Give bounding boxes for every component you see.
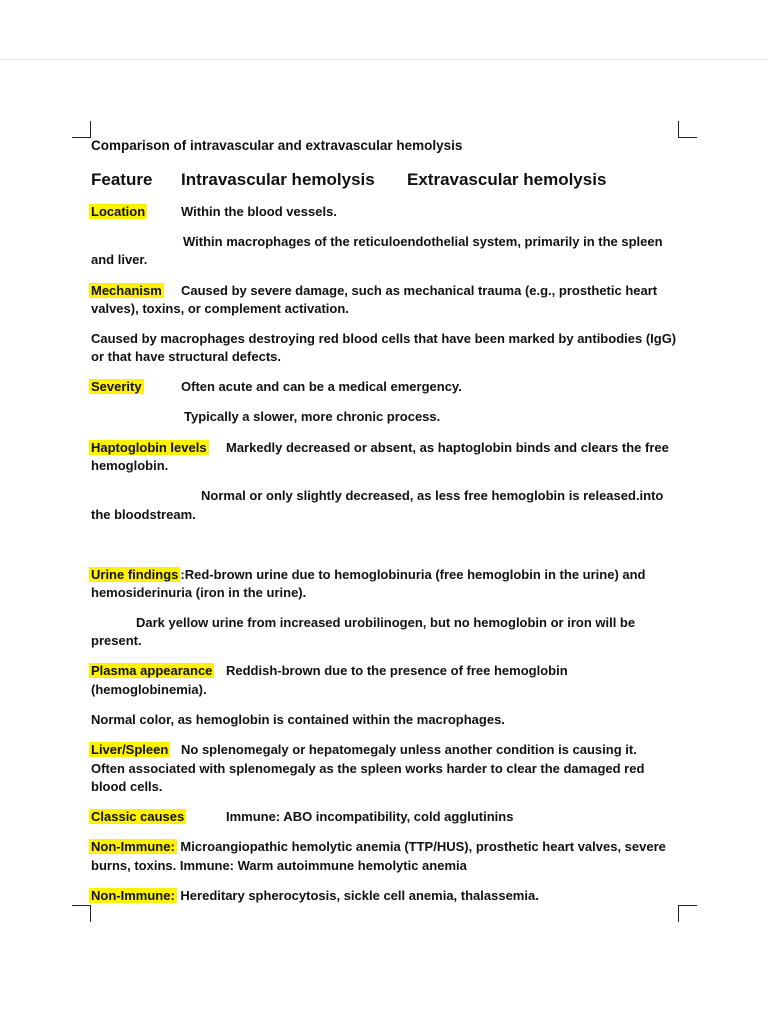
header-intravascular: Intravascular hemolysis — [181, 170, 375, 189]
mechanism-extra-line2: or that have structural defects. — [91, 349, 281, 364]
nonimmune1-line1: Microangiopathic hemolytic anemia (TTP/HUS), prosthetic heart valves, severe — [180, 839, 666, 854]
crop-mark-bottom-right-v — [678, 905, 679, 922]
liver-label: Liver/Spleen — [91, 742, 169, 757]
document-title: Comparison of intravascular and extravascular hemolysis — [91, 138, 463, 153]
nonimmune1-label: Non-Immune: — [91, 839, 175, 854]
row-location — [89, 203, 147, 221]
mechanism-intra-line2: valves), toxins, or complement activation. — [91, 301, 349, 316]
row-liver-spleen — [89, 741, 170, 759]
row-mechanism — [89, 282, 164, 300]
crop-mark-top-left-v — [90, 121, 91, 138]
haptoglobin-extra-line2: the bloodstream. — [91, 507, 196, 522]
location-label: Location — [91, 204, 146, 219]
severity-extra: Typically a slower, more chronic process. — [184, 409, 441, 424]
haptoglobin-label: Haptoglobin levels — [91, 440, 207, 455]
plasma-intra-line1: Reddish-brown due to the presence of free hemoglobin — [226, 663, 568, 678]
severity-intra: Often acute and can be a medical emergency. — [181, 379, 462, 394]
row-haptoglobin — [89, 439, 209, 457]
liver-intra: No splenomegaly or hepatomegaly unless another condition is causing it. — [181, 742, 637, 757]
row-nonimmune-1 — [89, 838, 666, 856]
haptoglobin-extra-line1: Normal or only slightly decreased, as less free hemoglobin is released.into — [201, 488, 664, 503]
plasma-label: Plasma appearance — [91, 663, 213, 678]
severity-label: Severity — [91, 379, 142, 394]
row-urine — [89, 566, 646, 584]
crop-mark-bottom-right-h — [678, 905, 697, 906]
header-extravascular: Extravascular hemolysis — [407, 170, 607, 189]
plasma-intra-line2: (hemoglobinemia). — [91, 682, 207, 697]
header-feature: Feature — [91, 170, 153, 189]
plasma-extra: Normal color, as hemoglobin is contained within the macrophages. — [91, 712, 505, 727]
nonimmune2-text: Hereditary spherocytosis, sickle cell anemia, thalassemia. — [180, 888, 539, 903]
crop-mark-bottom-left-h — [72, 905, 91, 906]
crop-mark-top-left-h — [72, 137, 91, 138]
nonimmune1-line2: burns, toxins. Immune: Warm autoimmune hemolytic anemia — [91, 858, 467, 873]
mechanism-label: Mechanism — [91, 283, 162, 298]
nonimmune2-label: Non-Immune: — [91, 888, 175, 903]
mechanism-extra-line1: Caused by macrophages destroying red blood cells that have been marked by antibodies (IgG) — [91, 331, 677, 346]
urine-label: Urine findings — [91, 567, 179, 582]
liver-extra-line1: Often associated with splenomegaly as the spleen works harder to clear the damaged red — [91, 761, 645, 776]
haptoglobin-intra-line2: hemoglobin. — [91, 458, 169, 473]
urine-intra-line2: hemosiderinuria (iron in the urine). — [91, 585, 307, 600]
haptoglobin-intra-line1: Markedly decreased or absent, as haptoglobin binds and clears the free — [226, 440, 669, 455]
crop-mark-top-right-v — [678, 121, 679, 138]
liver-extra-line2: blood cells. — [91, 779, 163, 794]
causes-immune-intra: Immune: ABO incompatibility, cold agglutinins — [226, 809, 514, 824]
row-nonimmune-2 — [89, 887, 539, 905]
location-extra-line1: Within macrophages of the reticuloendothelial system, primarily in the spleen — [183, 234, 663, 249]
mechanism-intra-line1: Caused by severe damage, such as mechanical trauma (e.g., prosthetic heart — [181, 283, 658, 298]
urine-intra-line1: :Red-brown urine due to hemoglobinuria (free hemoglobin in the urine) and — [180, 567, 646, 582]
urine-extra-line2: present. — [91, 633, 142, 648]
row-classic-causes — [89, 808, 186, 826]
urine-extra-line1: Dark yellow urine from increased urobilinogen, but no hemoglobin or iron will be — [136, 615, 636, 630]
location-extra-line2: and liver. — [91, 252, 148, 267]
row-severity — [89, 378, 144, 396]
crop-mark-top-right-h — [678, 137, 697, 138]
crop-mark-bottom-left-v — [90, 905, 91, 922]
causes-label: Classic causes — [91, 809, 185, 824]
location-intra: Within the blood vessels. — [181, 204, 337, 219]
row-plasma — [89, 662, 214, 680]
page-top-edge — [0, 59, 768, 60]
